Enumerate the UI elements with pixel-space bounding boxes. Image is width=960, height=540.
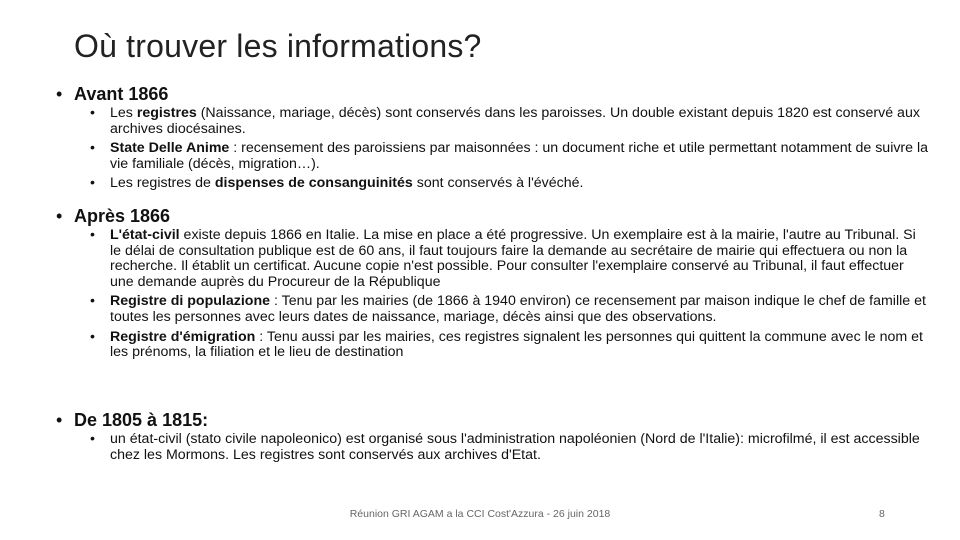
list-item: • Registre di populazione : Tenu par les mairies (de 1866 à 1940 environ) ce recensement par maison indique le chef de famille et toutes les personnes avec leurs dates de naissance, mariage, décès ainsi que des observations. xyxy=(90,293,926,325)
section-heading: • Après 1866 xyxy=(56,206,171,226)
sub-list xyxy=(90,432,930,463)
bullet-icon: • xyxy=(90,105,95,121)
bullet-icon: • xyxy=(90,140,95,157)
list-item: • Registre d'émigration : Tenu aussi par les mairies, ces registres signalent les personnes qui quittent la commune avec le nom et les prénoms, la filiation et le lieu de destination xyxy=(90,328,923,361)
page-title: Où trouver les informations? xyxy=(74,28,482,64)
bullet-icon: • xyxy=(90,175,95,192)
list-item: • State Delle Anime : recensement des paroissiens par maisonnées : un document riche et utile permettant notamment de suivre la vie familiale (décès, migration…). xyxy=(90,140,929,172)
footer-text: Réunion GRI AGAM a la CCI Cost'Azzura - 26 juin 2018 xyxy=(349,508,611,520)
list-item: • L'état-civil existe depuis 1866 en Italie. La mise en place a été progressive. Un exemplaire est à la mairie, l'autre au Tribunal. Si le délai de consultation publique est de 60 ans, il faut toujours faire la demande au secrétaire de mairie qui effectuera ou non la recherche. Il établit un certificat. Aucune copie n'est possible. Pour consulter l'exemplaire conservé au Tribunal, il faut effectuer une demande auprès du Procureur de la République xyxy=(90,227,916,290)
section-heading: • De 1805 à 1815: xyxy=(56,410,209,430)
bullet-icon: • xyxy=(90,431,95,447)
bullet-icon: • xyxy=(56,84,63,104)
list-item: • Les registres de dispenses de consanguinités sont conservés à l'évéché. xyxy=(90,175,584,192)
section-heading: • Avant 1866 xyxy=(56,84,169,104)
list-item: • Les registres (Naissance, mariage, décès) sont conservés dans les paroisses. Un double existant depuis 1820 est conservé aux archives diocésaines. xyxy=(90,105,920,137)
section-avant-1866 xyxy=(56,84,930,196)
bullet-icon: • xyxy=(90,328,95,345)
list-item: • un état-civil (stato civile napoleonico) est organisé sous l'administration napoléonien (Nord de l'Italie): microfilmé, il est accessible chez les Mormons. Les registres sont conservés aux archives d'Etat. xyxy=(90,431,920,463)
section-1805-1815 xyxy=(56,410,930,467)
section-apres-1866 xyxy=(56,206,930,365)
bullet-icon: • xyxy=(56,206,63,226)
bullet-icon: • xyxy=(90,227,95,243)
page-number: 8 xyxy=(879,508,885,520)
sub-list xyxy=(90,106,930,192)
bullet-icon: • xyxy=(56,410,63,430)
bullet-icon: • xyxy=(90,293,95,310)
sub-list xyxy=(90,228,930,361)
